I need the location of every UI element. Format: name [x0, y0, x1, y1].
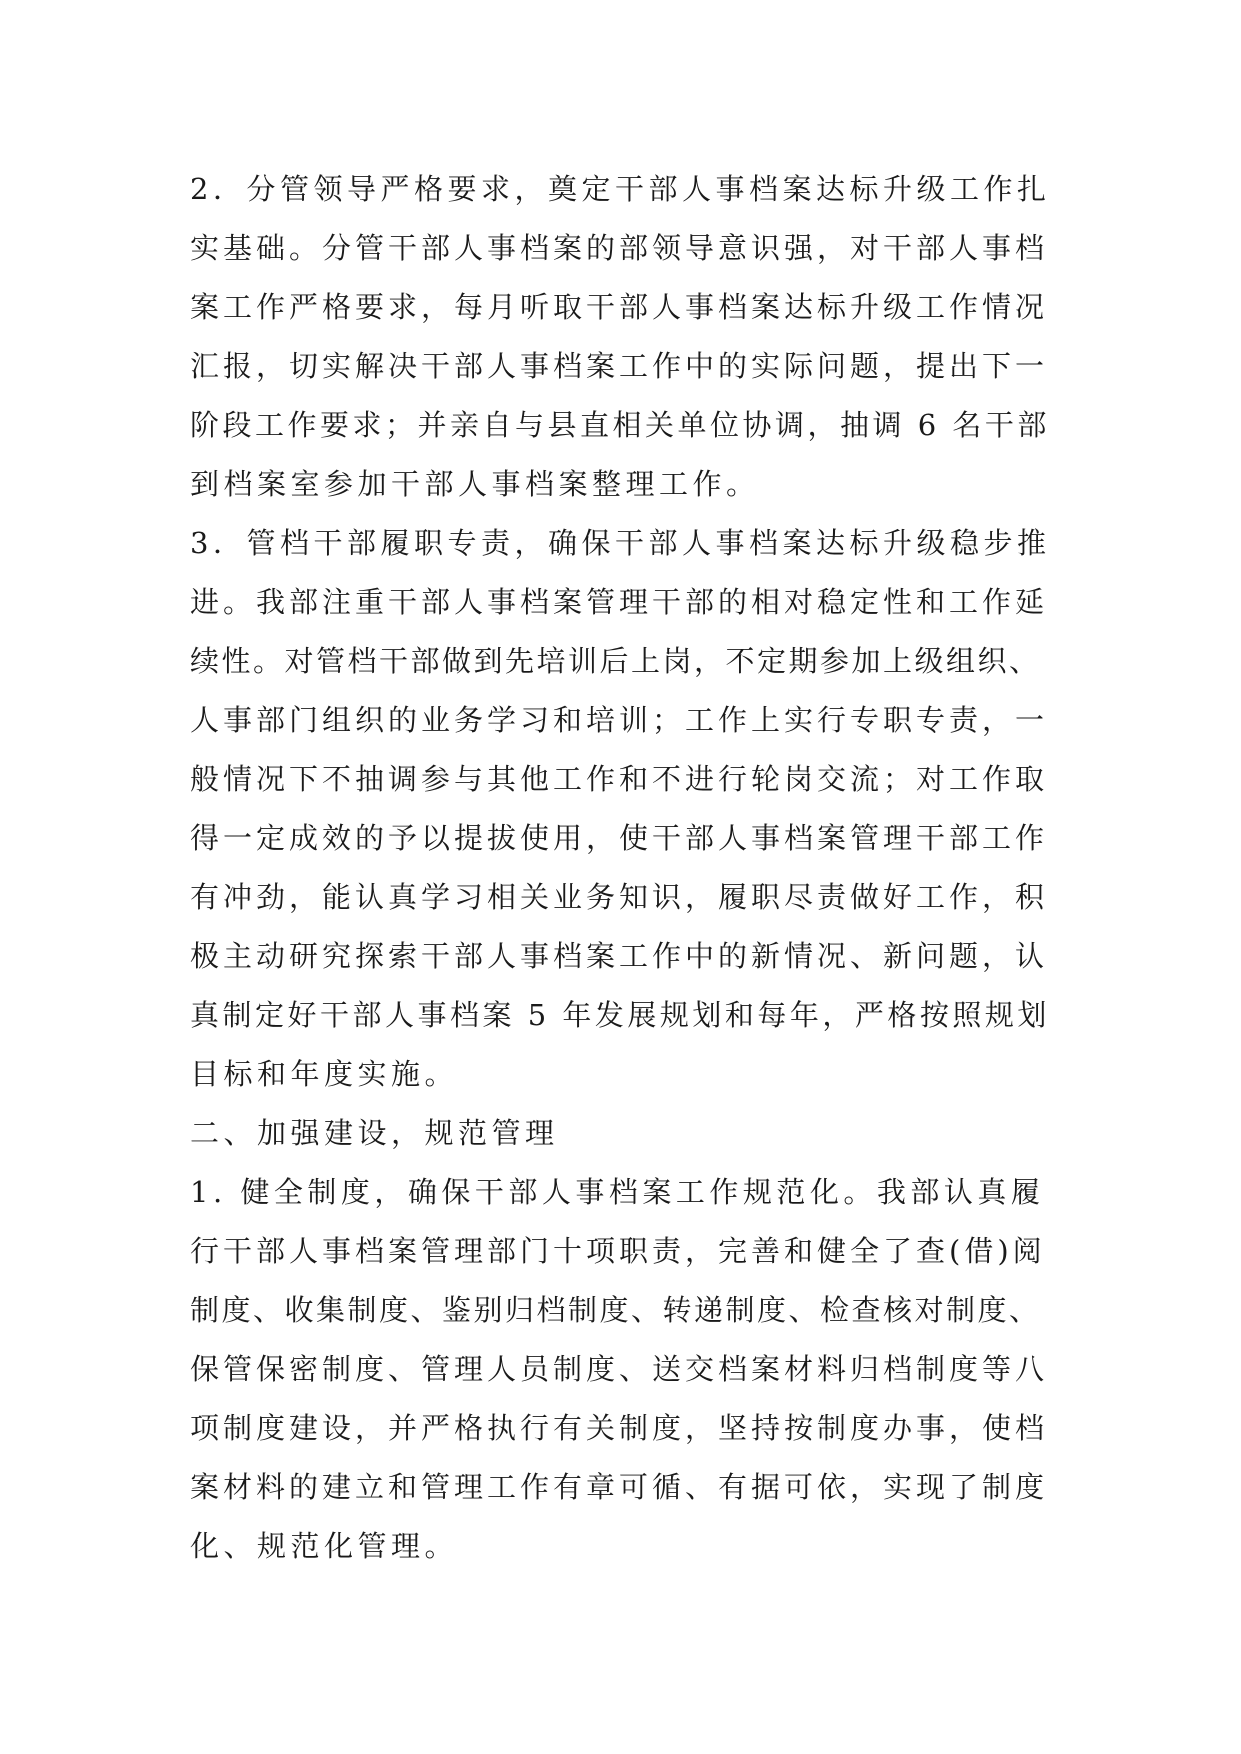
text-line: 案材料的建立和管理工作有章可循、有据可依，实现了制度	[190, 1470, 1049, 1504]
text-line: 1. 健全制度，确保干部人事档案工作规范化。我部认真履	[190, 1175, 1045, 1209]
text-line: 项制度建设，并严格执行有关制度，坚持按制度办事，使档	[190, 1411, 1049, 1445]
text-line: 汇报，切实解决干部人事档案工作中的实际问题，提出下一	[190, 349, 1049, 383]
text-line: 续性。对管档干部做到先培训后上岗，不定期参加上级组织、	[190, 644, 1041, 678]
section-heading: 二、加强建设，规范管理	[190, 1116, 559, 1150]
text-line: 保管保密制度、管理人员制度、送交档案材料归档制度等八	[190, 1352, 1049, 1386]
text-line: 案工作严格要求，每月听取干部人事档案达标升级工作情况	[190, 290, 1049, 324]
text-line: 实基础。分管干部人事档案的部领导意识强，对干部人事档	[190, 231, 1049, 265]
text-line: 到档案室参加干部人事档案整理工作。	[190, 467, 760, 501]
text-line: 人事部门组织的业务学习和培训；工作上实行专职专责，一	[190, 703, 1049, 737]
text-line: 进。我部注重干部人事档案管理干部的相对稳定性和工作延	[190, 585, 1049, 619]
text-line: 制度、收集制度、鉴别归档制度、转递制度、检查核对制度、	[190, 1293, 1041, 1327]
text-line: 化、规范化管理。	[190, 1529, 459, 1563]
text-line: 般情况下不抽调参与其他工作和不进行轮岗交流；对工作取	[190, 762, 1049, 796]
text-line: 有冲劲，能认真学习相关业务知识，履职尽责做好工作，积	[190, 880, 1049, 914]
text-line: 2．分管领导严格要求，奠定干部人事档案达标升级工作扎	[190, 172, 1051, 206]
text-line: 真制定好干部人事档案 5 年发展规划和每年，严格按照规划	[190, 998, 1050, 1032]
text-line: 阶段工作要求；并亲自与县直相关单位协调，抽调 6 名干部	[190, 408, 1050, 442]
document-body	[190, 160, 1050, 1576]
text-line: 得一定成效的予以提拔使用，使干部人事档案管理干部工作	[190, 821, 1049, 855]
text-line: 极主动研究探索干部人事档案工作中的新情况、新问题，认	[190, 939, 1049, 973]
text-line: 3．管档干部履职专责，确保干部人事档案达标升级稳步推	[190, 526, 1051, 560]
text-line: 行干部人事档案管理部门十项职责，完善和健全了查(借)阅	[190, 1234, 1046, 1268]
text-line: 目标和年度实施。	[190, 1057, 459, 1091]
